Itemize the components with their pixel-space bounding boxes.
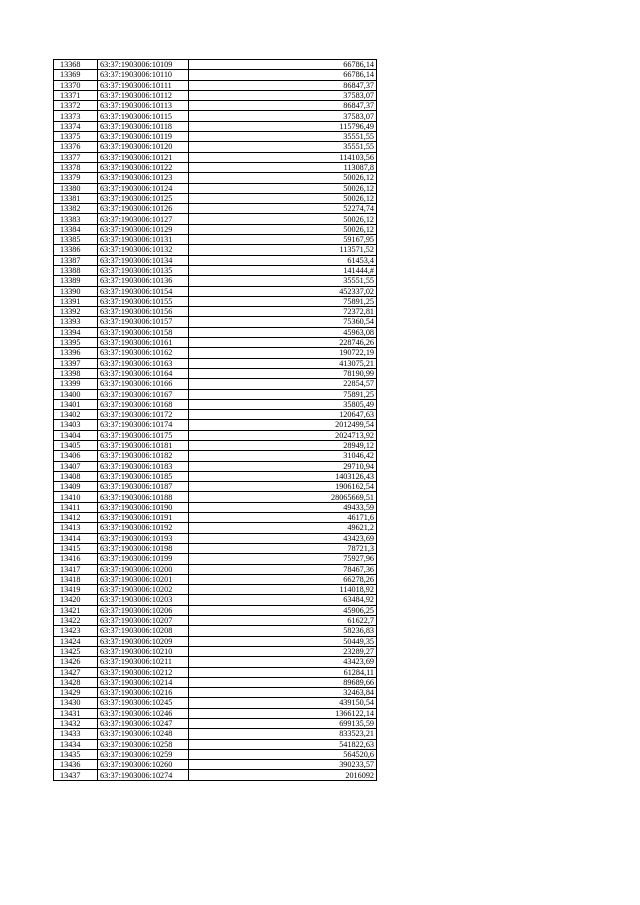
- cadastral-number-cell: 63:37:1903006:10125: [98, 193, 189, 203]
- cadastral-number-cell: 63:37:1903006:10191: [98, 513, 189, 523]
- table-row: [54, 698, 377, 708]
- data-table: [53, 59, 377, 781]
- table-row: [54, 193, 377, 203]
- row-number-cell: 13417: [54, 564, 98, 574]
- row-number-cell: 13406: [54, 451, 98, 461]
- row-number-cell: 13369: [54, 70, 98, 80]
- table-row: [54, 399, 377, 409]
- table-row: [54, 152, 377, 162]
- table-row: [54, 132, 377, 142]
- table-row: [54, 708, 377, 718]
- cadastral-number-cell: 63:37:1903006:10247: [98, 719, 189, 729]
- cadastral-number-cell: 63:37:1903006:10259: [98, 749, 189, 759]
- row-number-cell: 13393: [54, 317, 98, 327]
- cadastral-number-cell: 63:37:1903006:10119: [98, 132, 189, 142]
- cadastral-number-cell: 63:37:1903006:10193: [98, 533, 189, 543]
- cadastral-number-cell: 63:37:1903006:10192: [98, 523, 189, 533]
- cadastral-number-cell: 63:37:1903006:10185: [98, 471, 189, 481]
- table-row: [54, 585, 377, 595]
- row-number-cell: 13409: [54, 482, 98, 492]
- row-number-cell: 13412: [54, 513, 98, 523]
- row-number-cell: 13419: [54, 585, 98, 595]
- value-cell: 50026,12: [189, 224, 377, 234]
- table-row: [54, 626, 377, 636]
- cadastral-number-cell: 63:37:1903006:10198: [98, 543, 189, 553]
- cadastral-number-cell: 63:37:1903006:10174: [98, 420, 189, 430]
- row-number-cell: 13434: [54, 739, 98, 749]
- row-number-cell: 13408: [54, 471, 98, 481]
- value-cell: 50449,35: [189, 636, 377, 646]
- cadastral-number-cell: 63:37:1903006:10115: [98, 111, 189, 121]
- row-number-cell: 13385: [54, 235, 98, 245]
- cadastral-number-cell: 63:37:1903006:10208: [98, 626, 189, 636]
- cadastral-number-cell: 63:37:1903006:10183: [98, 461, 189, 471]
- row-number-cell: 13413: [54, 523, 98, 533]
- table-row: [54, 471, 377, 481]
- cadastral-number-cell: 63:37:1903006:10131: [98, 235, 189, 245]
- row-number-cell: 13432: [54, 719, 98, 729]
- cadastral-number-cell: 63:37:1903006:10157: [98, 317, 189, 327]
- cadastral-number-cell: 63:37:1903006:10203: [98, 595, 189, 605]
- cadastral-number-cell: 63:37:1903006:10216: [98, 688, 189, 698]
- cadastral-number-cell: 63:37:1903006:10156: [98, 307, 189, 317]
- row-number-cell: 13389: [54, 276, 98, 286]
- table-row: [54, 636, 377, 646]
- row-number-cell: 13371: [54, 90, 98, 100]
- row-number-cell: 13373: [54, 111, 98, 121]
- cadastral-number-cell: 63:37:1903006:10163: [98, 358, 189, 368]
- value-cell: 86847,37: [189, 101, 377, 111]
- row-number-cell: 13368: [54, 60, 98, 70]
- table-row: [54, 173, 377, 183]
- row-number-cell: 13411: [54, 502, 98, 512]
- value-cell: 113087,8: [189, 162, 377, 172]
- table-row: [54, 543, 377, 553]
- row-number-cell: 13391: [54, 296, 98, 306]
- value-cell: 75891,25: [189, 296, 377, 306]
- table-row: [54, 420, 377, 430]
- table-row: [54, 368, 377, 378]
- cadastral-number-cell: 63:37:1903006:10112: [98, 90, 189, 100]
- value-cell: 439150,54: [189, 698, 377, 708]
- cadastral-number-cell: 63:37:1903006:10214: [98, 677, 189, 687]
- value-cell: 699135,59: [189, 719, 377, 729]
- value-cell: 75927,96: [189, 554, 377, 564]
- value-cell: 113571,52: [189, 245, 377, 255]
- row-number-cell: 13384: [54, 224, 98, 234]
- cadastral-number-cell: 63:37:1903006:10210: [98, 646, 189, 656]
- table-row: [54, 533, 377, 543]
- row-number-cell: 13426: [54, 657, 98, 667]
- value-cell: 49621,2: [189, 523, 377, 533]
- row-number-cell: 13427: [54, 667, 98, 677]
- table-row: [54, 265, 377, 275]
- value-cell: 59167,95: [189, 235, 377, 245]
- cadastral-number-cell: 63:37:1903006:10136: [98, 276, 189, 286]
- table-row: [54, 162, 377, 172]
- row-number-cell: 13436: [54, 760, 98, 770]
- table-row: [54, 245, 377, 255]
- cadastral-number-cell: 63:37:1903006:10209: [98, 636, 189, 646]
- cadastral-number-cell: 63:37:1903006:10110: [98, 70, 189, 80]
- row-number-cell: 13383: [54, 214, 98, 224]
- value-cell: 22854,57: [189, 379, 377, 389]
- value-cell: 78190,99: [189, 368, 377, 378]
- table-row: [54, 729, 377, 739]
- row-number-cell: 13381: [54, 193, 98, 203]
- row-number-cell: 13416: [54, 554, 98, 564]
- row-number-cell: 13429: [54, 688, 98, 698]
- cadastral-number-cell: 63:37:1903006:10167: [98, 389, 189, 399]
- row-number-cell: 13421: [54, 605, 98, 615]
- table-row: [54, 379, 377, 389]
- row-number-cell: 13414: [54, 533, 98, 543]
- row-number-cell: 13431: [54, 708, 98, 718]
- cadastral-number-cell: 63:37:1903006:10274: [98, 770, 189, 780]
- value-cell: 190722,19: [189, 348, 377, 358]
- value-cell: 43423,69: [189, 533, 377, 543]
- row-number-cell: 13398: [54, 368, 98, 378]
- cadastral-number-cell: 63:37:1903006:10129: [98, 224, 189, 234]
- row-number-cell: 13379: [54, 173, 98, 183]
- table-row: [54, 770, 377, 780]
- value-cell: 50026,12: [189, 173, 377, 183]
- value-cell: 37583,07: [189, 111, 377, 121]
- cadastral-number-cell: 63:37:1903006:10201: [98, 574, 189, 584]
- value-cell: 141444,#: [189, 265, 377, 275]
- row-number-cell: 13387: [54, 255, 98, 265]
- cadastral-number-cell: 63:37:1903006:10127: [98, 214, 189, 224]
- row-number-cell: 13418: [54, 574, 98, 584]
- value-cell: 31046,42: [189, 451, 377, 461]
- cadastral-number-cell: 63:37:1903006:10120: [98, 142, 189, 152]
- row-number-cell: 13437: [54, 770, 98, 780]
- value-cell: 45906,25: [189, 605, 377, 615]
- row-number-cell: 13399: [54, 379, 98, 389]
- row-number-cell: 13380: [54, 183, 98, 193]
- value-cell: 114103,56: [189, 152, 377, 162]
- cadastral-number-cell: 63:37:1903006:10182: [98, 451, 189, 461]
- row-number-cell: 13407: [54, 461, 98, 471]
- table-row: [54, 307, 377, 317]
- cadastral-number-cell: 63:37:1903006:10187: [98, 482, 189, 492]
- table-row: [54, 688, 377, 698]
- cadastral-number-cell: 63:37:1903006:10181: [98, 440, 189, 450]
- value-cell: 50026,12: [189, 193, 377, 203]
- row-number-cell: 13378: [54, 162, 98, 172]
- table-row: [54, 482, 377, 492]
- table-row: [54, 338, 377, 348]
- row-number-cell: 13422: [54, 616, 98, 626]
- value-cell: 228746,26: [189, 338, 377, 348]
- row-number-cell: 13423: [54, 626, 98, 636]
- cadastral-number-cell: 63:37:1903006:10211: [98, 657, 189, 667]
- table-row: [54, 554, 377, 564]
- value-cell: 2024713,92: [189, 430, 377, 440]
- value-cell: 75891,25: [189, 389, 377, 399]
- value-cell: 564520,6: [189, 749, 377, 759]
- table-row: [54, 461, 377, 471]
- table-row: [54, 574, 377, 584]
- value-cell: 1906162,54: [189, 482, 377, 492]
- table-row: [54, 90, 377, 100]
- table-row: [54, 121, 377, 131]
- cadastral-number-cell: 63:37:1903006:10206: [98, 605, 189, 615]
- value-cell: 452337,02: [189, 286, 377, 296]
- cadastral-number-cell: 63:37:1903006:10260: [98, 760, 189, 770]
- value-cell: 78721,3: [189, 543, 377, 553]
- cadastral-number-cell: 63:37:1903006:10172: [98, 410, 189, 420]
- value-cell: 50026,12: [189, 183, 377, 193]
- value-cell: 120647,63: [189, 410, 377, 420]
- table-row: [54, 440, 377, 450]
- value-cell: 35551,55: [189, 276, 377, 286]
- cadastral-number-cell: 63:37:1903006:10199: [98, 554, 189, 564]
- cadastral-number-cell: 63:37:1903006:10109: [98, 60, 189, 70]
- value-cell: 29710,94: [189, 461, 377, 471]
- cadastral-number-cell: 63:37:1903006:10246: [98, 708, 189, 718]
- value-cell: 49433,59: [189, 502, 377, 512]
- table-row: [54, 70, 377, 80]
- cadastral-number-cell: 63:37:1903006:10162: [98, 348, 189, 358]
- row-number-cell: 13377: [54, 152, 98, 162]
- value-cell: 2012499,54: [189, 420, 377, 430]
- row-number-cell: 13400: [54, 389, 98, 399]
- value-cell: 66786,14: [189, 60, 377, 70]
- cadastral-number-cell: 63:37:1903006:10164: [98, 368, 189, 378]
- cadastral-number-cell: 63:37:1903006:10154: [98, 286, 189, 296]
- table-row: [54, 430, 377, 440]
- cadastral-number-cell: 63:37:1903006:10123: [98, 173, 189, 183]
- table-row: [54, 513, 377, 523]
- table-row: [54, 204, 377, 214]
- table-row: [54, 296, 377, 306]
- row-number-cell: 13396: [54, 348, 98, 358]
- cadastral-number-cell: 63:37:1903006:10118: [98, 121, 189, 131]
- row-number-cell: 13402: [54, 410, 98, 420]
- row-number-cell: 13415: [54, 543, 98, 553]
- value-cell: 23289,27: [189, 646, 377, 656]
- table-row: [54, 235, 377, 245]
- table-body: [54, 60, 377, 781]
- value-cell: 72372,81: [189, 307, 377, 317]
- table-row: [54, 749, 377, 759]
- value-cell: 35805,49: [189, 399, 377, 409]
- cadastral-number-cell: 63:37:1903006:10132: [98, 245, 189, 255]
- table-row: [54, 276, 377, 286]
- cadastral-number-cell: 63:37:1903006:10166: [98, 379, 189, 389]
- value-cell: 2016092: [189, 770, 377, 780]
- value-cell: 45963,08: [189, 327, 377, 337]
- table-row: [54, 389, 377, 399]
- table-row: [54, 255, 377, 265]
- row-number-cell: 13394: [54, 327, 98, 337]
- cadastral-number-cell: 63:37:1903006:10258: [98, 739, 189, 749]
- value-cell: 50026,12: [189, 214, 377, 224]
- table-row: [54, 358, 377, 368]
- table-row: [54, 80, 377, 90]
- cadastral-number-cell: 63:37:1903006:10113: [98, 101, 189, 111]
- table-row: [54, 739, 377, 749]
- table-row: [54, 523, 377, 533]
- cadastral-number-cell: 63:37:1903006:10207: [98, 616, 189, 626]
- value-cell: 46171,6: [189, 513, 377, 523]
- row-number-cell: 13420: [54, 595, 98, 605]
- cadastral-number-cell: 63:37:1903006:10212: [98, 667, 189, 677]
- row-number-cell: 13397: [54, 358, 98, 368]
- row-number-cell: 13374: [54, 121, 98, 131]
- value-cell: 35551,55: [189, 142, 377, 152]
- table-row: [54, 224, 377, 234]
- table-row: [54, 616, 377, 626]
- cadastral-number-cell: 63:37:1903006:10134: [98, 255, 189, 265]
- value-cell: 89689,66: [189, 677, 377, 687]
- value-cell: 37583,07: [189, 90, 377, 100]
- table-row: [54, 410, 377, 420]
- row-number-cell: 13372: [54, 101, 98, 111]
- value-cell: 28949,12: [189, 440, 377, 450]
- row-number-cell: 13390: [54, 286, 98, 296]
- table-row: [54, 286, 377, 296]
- row-number-cell: 13428: [54, 677, 98, 687]
- table-row: [54, 760, 377, 770]
- value-cell: 75360,54: [189, 317, 377, 327]
- table-row: [54, 564, 377, 574]
- cadastral-number-cell: 63:37:1903006:10121: [98, 152, 189, 162]
- value-cell: 833523,21: [189, 729, 377, 739]
- table-row: [54, 451, 377, 461]
- table-row: [54, 327, 377, 337]
- value-cell: 66786,14: [189, 70, 377, 80]
- cadastral-number-cell: 63:37:1903006:10245: [98, 698, 189, 708]
- table-row: [54, 646, 377, 656]
- table-row: [54, 183, 377, 193]
- value-cell: 61284,11: [189, 667, 377, 677]
- value-cell: 58236,83: [189, 626, 377, 636]
- cadastral-number-cell: 63:37:1903006:10188: [98, 492, 189, 502]
- row-number-cell: 13410: [54, 492, 98, 502]
- row-number-cell: 13395: [54, 338, 98, 348]
- value-cell: 114018,92: [189, 585, 377, 595]
- table-row: [54, 605, 377, 615]
- value-cell: 1403126,43: [189, 471, 377, 481]
- cadastral-number-cell: 63:37:1903006:10202: [98, 585, 189, 595]
- cadastral-number-cell: 63:37:1903006:10126: [98, 204, 189, 214]
- table-row: [54, 214, 377, 224]
- table-row: [54, 595, 377, 605]
- row-number-cell: 13376: [54, 142, 98, 152]
- value-cell: 61453,4: [189, 255, 377, 265]
- value-cell: 63484,92: [189, 595, 377, 605]
- cadastral-number-cell: 63:37:1903006:10155: [98, 296, 189, 306]
- row-number-cell: 13382: [54, 204, 98, 214]
- row-number-cell: 13392: [54, 307, 98, 317]
- cadastral-number-cell: 63:37:1903006:10190: [98, 502, 189, 512]
- row-number-cell: 13424: [54, 636, 98, 646]
- table-row: [54, 719, 377, 729]
- table-row: [54, 348, 377, 358]
- value-cell: 66278,26: [189, 574, 377, 584]
- value-cell: 28065669,51: [189, 492, 377, 502]
- table-row: [54, 677, 377, 687]
- table-row: [54, 317, 377, 327]
- cadastral-number-cell: 63:37:1903006:10168: [98, 399, 189, 409]
- table-row: [54, 502, 377, 512]
- value-cell: 1366122,14: [189, 708, 377, 718]
- table-row: [54, 142, 377, 152]
- table-row: [54, 111, 377, 121]
- cadastral-number-cell: 63:37:1903006:10158: [98, 327, 189, 337]
- row-number-cell: 13405: [54, 440, 98, 450]
- row-number-cell: 13430: [54, 698, 98, 708]
- value-cell: 86847,37: [189, 80, 377, 90]
- value-cell: 541822,63: [189, 739, 377, 749]
- cadastral-number-cell: 63:37:1903006:10248: [98, 729, 189, 739]
- cadastral-number-cell: 63:37:1903006:10200: [98, 564, 189, 574]
- cadastral-number-cell: 63:37:1903006:10161: [98, 338, 189, 348]
- value-cell: 35551,55: [189, 132, 377, 142]
- row-number-cell: 13433: [54, 729, 98, 739]
- value-cell: 413075,21: [189, 358, 377, 368]
- row-number-cell: 13425: [54, 646, 98, 656]
- row-number-cell: 13401: [54, 399, 98, 409]
- value-cell: 115796,49: [189, 121, 377, 131]
- value-cell: 43423,69: [189, 657, 377, 667]
- value-cell: 61622,7: [189, 616, 377, 626]
- cadastral-number-cell: 63:37:1903006:10111: [98, 80, 189, 90]
- cadastral-number-cell: 63:37:1903006:10124: [98, 183, 189, 193]
- row-number-cell: 13370: [54, 80, 98, 90]
- row-number-cell: 13404: [54, 430, 98, 440]
- value-cell: 390233,57: [189, 760, 377, 770]
- row-number-cell: 13375: [54, 132, 98, 142]
- value-cell: 32463,84: [189, 688, 377, 698]
- row-number-cell: 13403: [54, 420, 98, 430]
- value-cell: 52274,74: [189, 204, 377, 214]
- row-number-cell: 13435: [54, 749, 98, 759]
- row-number-cell: 13386: [54, 245, 98, 255]
- cadastral-number-cell: 63:37:1903006:10122: [98, 162, 189, 172]
- table-row: [54, 101, 377, 111]
- table-row: [54, 657, 377, 667]
- value-cell: 78467,36: [189, 564, 377, 574]
- cadastral-number-cell: 63:37:1903006:10135: [98, 265, 189, 275]
- row-number-cell: 13388: [54, 265, 98, 275]
- cadastral-number-cell: 63:37:1903006:10175: [98, 430, 189, 440]
- table-row: [54, 492, 377, 502]
- table-row: [54, 60, 377, 70]
- table-row: [54, 667, 377, 677]
